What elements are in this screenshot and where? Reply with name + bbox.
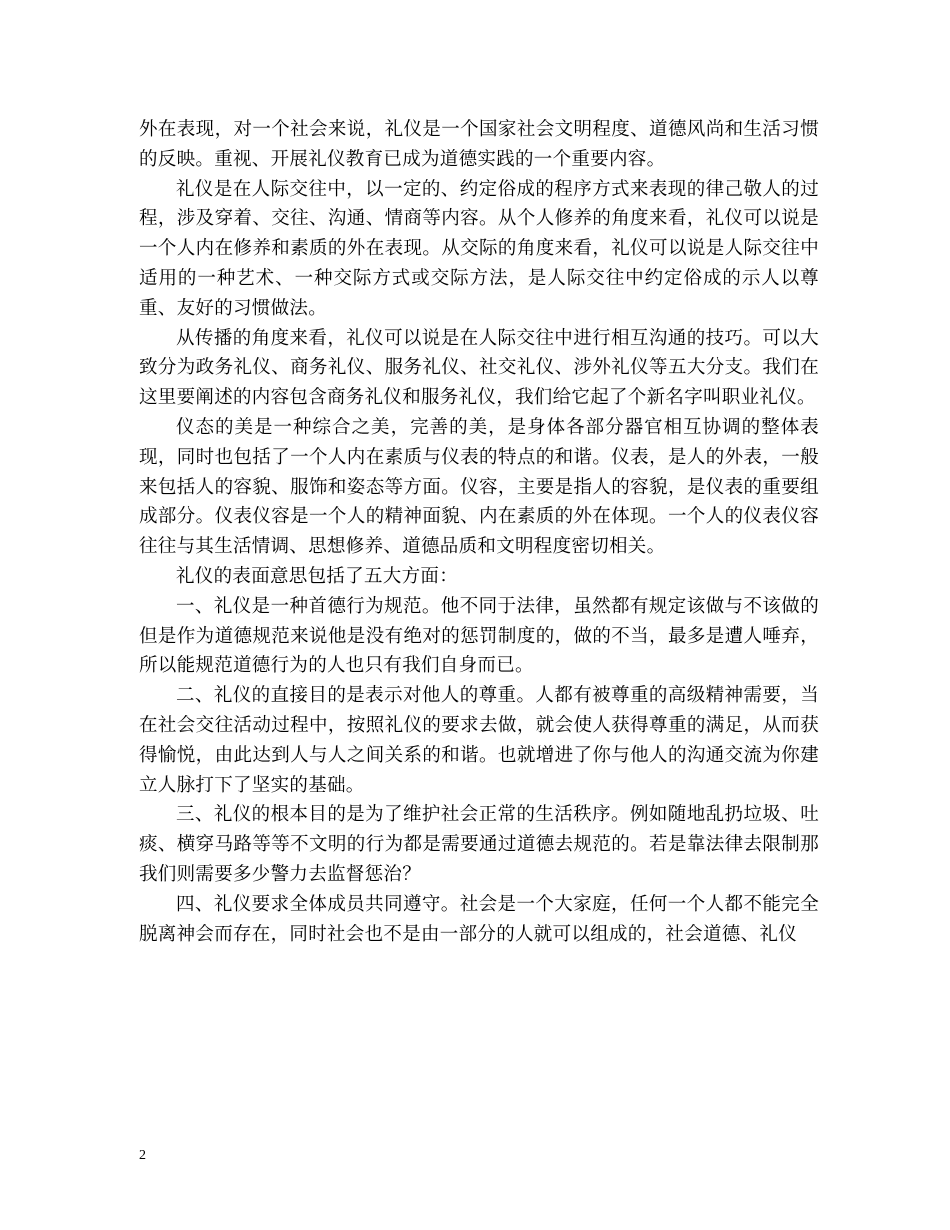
paragraph: 从传播的角度来看，礼仪可以说是在人际交往中进行相互沟通的技巧。可以大致分为政务礼仪、商务礼仪、服务礼仪、社交礼仪、涉外礼仪等五大分支。我们在这里要阐述的内容包含商务礼仪和服务礼仪，我们给它起了个新名字叫职业礼仪。 [139, 327, 819, 409]
page-number: 2 [139, 1148, 146, 1163]
paragraph: 礼仪是在人际交往中，以一定的、约定俗成的程序方式来表现的律己敬人的过程，涉及穿着、交往、沟通、情商等内容。从个人修养的角度来看，礼仪可以说是一个人内在修养和素质的外在表现。从交际的角度来看，礼仪可以说是人际交往中适用的一种艺术、一种交际方式或交际方法，是人际交往中约定俗成的示人以尊重、友好的习惯做法。 [139, 178, 819, 319]
paragraph: 二、礼仪的直接目的是表示对他人的尊重。人都有被尊重的高级精神需要，当在社会交往活动过程中，按照礼仪的要求去做，就会使人获得尊重的满足，从而获得愉悦，由此达到人与人之间关系的和谐。也就增进了你与他人的沟通交流为你建立人脉打下了坚实的基础。 [139, 685, 819, 796]
paragraph: 一、礼仪是一种首德行为规范。他不同于法律，虽然都有规定该做与不该做的但是作为道德规范来说他是没有绝对的惩罚制度的，做的不当，最多是遭人唾弃，所以能规范道德行为的人也只有我们自身而已。 [139, 595, 819, 677]
paragraph: 仪态的美是一种综合之美，完善的美，是身体各部分器官相互协调的整体表现，同时也包括了一个人内在素质与仪表的特点的和谐。仪表，是人的外表，一般来包括人的容貌、服饰和姿态等方面。仪容，主要是指人的容貌，是仪表的重要组成部分。仪表仪容是一个人的精神面貌、内在素质的外在体现。一个人的仪表仪容往往与其生活情调、思想修养、道德品质和文明程度密切相关。 [139, 416, 819, 558]
paragraph: 四、礼仪要求全体成员共同遵守。社会是一个大家庭，任何一个人都不能完全脱离神会而存在，同时社会也不是由一部分的人就可以组成的，社会道德、礼仪 [139, 893, 819, 945]
document-body [139, 115, 819, 949]
paragraph: 三、礼仪的根本目的是为了维护社会正常的生活秩序。例如随地乱扔垃圾、吐痰、横穿马路等等不文明的行为都是需要通过道德去规范的。若是靠法律去限制那我们则需要多少警力去监督惩治？ [139, 804, 819, 885]
paragraph: 外在表现，对一个社会来说，礼仪是一个国家社会文明程度、道德风尚和生活习惯的反映。重视、开展礼仪教育已成为道德实践的一个重要内容。 [139, 119, 819, 170]
paragraph: 礼仪的表面意思包括了五大方面： [176, 565, 459, 587]
